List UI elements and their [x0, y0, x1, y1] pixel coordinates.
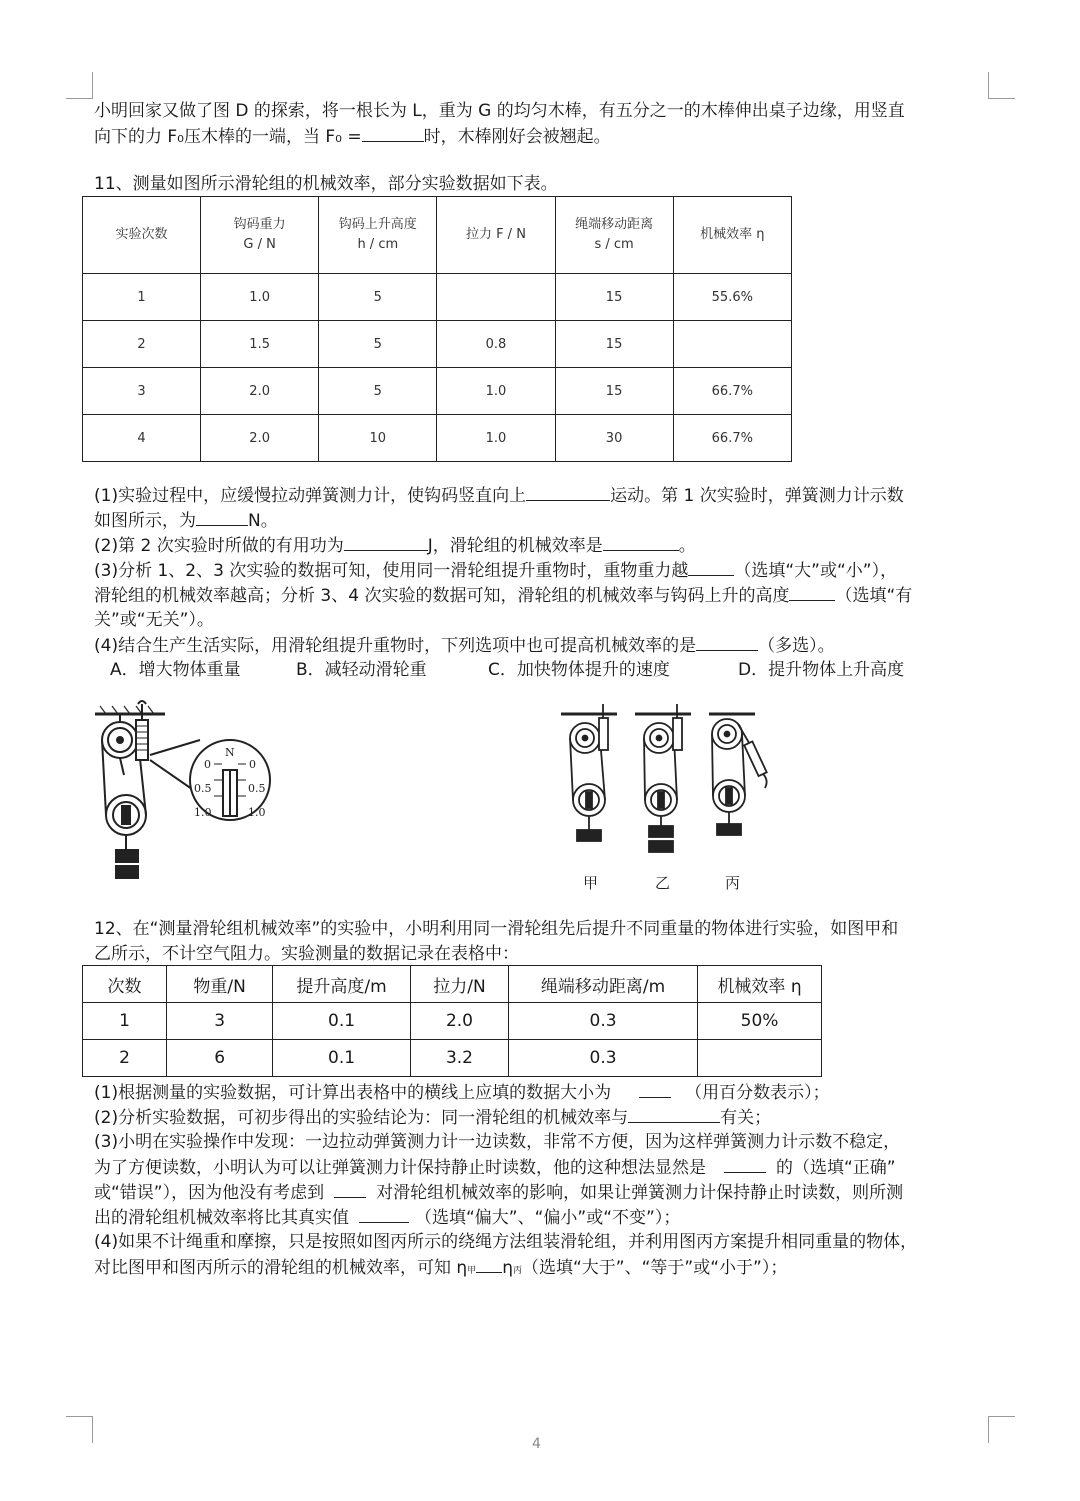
- crop-mark-top-right: [988, 72, 1015, 99]
- q11-cell: [437, 274, 555, 321]
- q11-header-cell: 机械效率 η: [673, 197, 791, 274]
- q11-cell: 15: [555, 321, 673, 368]
- q11-option-d: D．提升物体上升高度: [738, 660, 905, 680]
- q11-option-b: B．减轻动滑轮重: [296, 660, 427, 680]
- q11-title: 11、测量如图所示滑轮组的机械效率，部分实验数据如下表。: [94, 174, 558, 194]
- q12-header-cell: 提升高度/m: [273, 966, 411, 1003]
- gauge-label-right-0.5: 0.5: [248, 782, 266, 795]
- q12-header-cell: 物重/N: [167, 966, 273, 1003]
- gauge-label-left-1.0: 1.0: [194, 806, 212, 819]
- q12-cell: 0.3: [509, 1040, 698, 1077]
- figure-label-jia: 甲: [583, 874, 599, 892]
- q11-header-cell: 绳端移动距离 s / cm: [555, 197, 673, 274]
- q12-part-3-end: 出的滑轮组机械效率将比其真实值 （选填“偏大”、“偏小”或“不变”）；: [94, 1208, 681, 1228]
- gauge-label-right-0: 0: [249, 758, 256, 771]
- answer-blank[interactable]: [362, 125, 424, 142]
- q12-header-cell: 次数: [83, 966, 167, 1003]
- table-row: [83, 321, 792, 368]
- q11-part-3-cont: 滑轮组的机械效率越高；分析 3、4 次实验的数据可知，滑轮组的机械效率与钩码上升的高度 （选填“有: [94, 586, 913, 606]
- q12-header-cell: 机械效率 η: [698, 966, 822, 1003]
- gauge-label-right-1.0: 1.0: [248, 806, 266, 819]
- q11-cell: 5: [319, 368, 437, 415]
- crop-mark-bottom-left: [66, 1416, 93, 1443]
- q12-title-line-1: 12、在“测量滑轮组机械效率”的实验中，小明利用同一滑轮组先后提升不同重量的物体进行实验，如图甲和: [94, 919, 899, 939]
- q12-cell: [698, 1040, 822, 1077]
- q12-cell: 1: [83, 1003, 167, 1040]
- q11-header-cell: 钩码上升高度 h / cm: [319, 197, 437, 274]
- q11-pulley-figure: [90, 700, 290, 890]
- q12-part-4-cont: 对比图甲和图丙所示的滑轮组的机械效率，可知 η甲 η丙（选填“大于”、“等于”或“小于”）；: [94, 1258, 788, 1278]
- answer-blank[interactable]: [688, 559, 734, 576]
- q11-part-3-end: 关”或“无关”）。: [94, 610, 214, 630]
- q12-part-4: (4)如果不计绳重和摩擦，只是按照如图丙所示的绕绳方法组装滑轮组，并利用图丙方案提升相同重量的物体，: [94, 1232, 918, 1252]
- intro-line-1: 小明回家又做了图 D 的探索，将一根长为 L，重为 G 的均匀木棒，有五分之一的木棒伸出桌子边缘，用竖直: [94, 101, 905, 121]
- gauge-label-left-0.5: 0.5: [194, 782, 212, 795]
- q11-cell: 66.7%: [673, 368, 791, 415]
- q11-cell: 30: [555, 415, 673, 462]
- q12-part-3-cont: 为了方便读数，小明认为可以让弹簧测力计保持静止时读数，他的这种想法显然是 的（选填“正确”: [94, 1158, 896, 1178]
- q12-title-line-2: 乙所示，不计空气阻力。实验测量的数据记录在表格中：: [94, 944, 519, 964]
- answer-blank[interactable]: [639, 1081, 671, 1098]
- q12-data-table: [82, 965, 822, 1077]
- q12-pulley-figure: [555, 700, 785, 865]
- table-row: [83, 415, 792, 462]
- answer-blank[interactable]: [696, 634, 758, 651]
- q11-option-c: C．加快物体提升的速度: [488, 660, 670, 680]
- q11-cell: 1.0: [437, 368, 555, 415]
- answer-blank[interactable]: [476, 1256, 502, 1273]
- q12-cell: 0.1: [273, 1003, 411, 1040]
- q11-part-4: (4)结合生产生活实际，用滑轮组提升重物时，下列选项中也可提高机械效率的是 （多选）。: [94, 636, 835, 656]
- table-row: [83, 274, 792, 321]
- q11-data-table: [82, 196, 792, 462]
- q12-part-1: (1)根据测量的实验数据，可计算出表格中的横线上应填的数据大小为 （用百分数表示）；: [94, 1083, 830, 1103]
- q11-cell: 15: [555, 368, 673, 415]
- q11-cell: 10: [319, 415, 437, 462]
- answer-blank[interactable]: [628, 1106, 720, 1123]
- q11-header-cell: 钩码重力 G / N: [201, 197, 319, 274]
- answer-blank[interactable]: [724, 1156, 766, 1173]
- answer-blank[interactable]: [359, 1206, 409, 1223]
- q11-cell: 2: [83, 321, 201, 368]
- q11-cell: 2.0: [201, 368, 319, 415]
- q11-cell: [673, 321, 791, 368]
- q11-cell: 15: [555, 274, 673, 321]
- q11-cell: 4: [83, 415, 201, 462]
- q11-part-1-cont: 如图所示，为 N。: [94, 511, 278, 531]
- q12-cell: 2: [83, 1040, 167, 1077]
- page-number: 4: [532, 1436, 541, 1452]
- q11-cell: 3: [83, 368, 201, 415]
- q11-header-cell: 实验次数: [83, 197, 201, 274]
- crop-mark-top-left: [66, 72, 93, 99]
- intro-line-2: 向下的力 F₀压木棒的一端，当 F₀ = 时，木棒刚好会被翘起。: [94, 127, 611, 147]
- q12-cell: 0.3: [509, 1003, 698, 1040]
- answer-blank[interactable]: [196, 509, 248, 526]
- table-row: [83, 1003, 822, 1040]
- q12-part-3-cont2: 或“错误”），因为他没有考虑到 对滑轮组机械效率的影响，如果让弹簧测力计保持静止时读数，则所测: [94, 1183, 904, 1203]
- q11-part-2: (2)第 2 次实验时所做的有用功为 J，滑轮组的机械效率是 。: [94, 536, 696, 556]
- q12-cell: 2.0: [410, 1003, 508, 1040]
- answer-blank[interactable]: [344, 534, 428, 551]
- answer-blank[interactable]: [526, 484, 610, 501]
- crop-mark-bottom-right: [988, 1416, 1015, 1443]
- table-row: [83, 368, 792, 415]
- q11-cell: 1.0: [201, 274, 319, 321]
- q11-cell: 66.7%: [673, 415, 791, 462]
- q11-cell: 1.5: [201, 321, 319, 368]
- q11-option-a: A．增大物体重量: [110, 660, 241, 680]
- q11-header-cell: 拉力 F / N: [437, 197, 555, 274]
- answer-blank[interactable]: [334, 1181, 366, 1198]
- q12-cell: 3: [167, 1003, 273, 1040]
- q12-header-cell: 绳端移动距离/m: [509, 966, 698, 1003]
- q11-cell: 1: [83, 274, 201, 321]
- q12-part-2: (2)分析实验数据，可初步得出的实验结论为：同一滑轮组的机械效率与 有关；: [94, 1108, 772, 1128]
- q12-cell: 50%: [698, 1003, 822, 1040]
- q11-cell: 0.8: [437, 321, 555, 368]
- q11-cell: 2.0: [201, 415, 319, 462]
- q11-cell: 5: [319, 321, 437, 368]
- q11-cell: 55.6%: [673, 274, 791, 321]
- answer-blank[interactable]: [789, 584, 835, 601]
- gauge-label-left-0: 0: [204, 758, 211, 771]
- q11-part-1: (1)实验过程中，应缓慢拉动弹簧测力计，使钩码竖直向上 运动。第 1 次实验时，弹簧测力计示数: [94, 486, 904, 506]
- figure-label-yi: 乙: [655, 874, 671, 892]
- figure-label-bing: 丙: [725, 874, 741, 892]
- q12-cell: 3.2: [410, 1040, 508, 1077]
- q11-cell: 1.0: [437, 415, 555, 462]
- q12-cell: 6: [167, 1040, 273, 1077]
- q12-cell: 0.1: [273, 1040, 411, 1077]
- q12-header-cell: 拉力/N: [410, 966, 508, 1003]
- q12-part-3: (3)小明在实验操作中发现：一边拉动弹簧测力计一边读数，非常不方便，因为这样弹簧测力计示数不稳定，: [94, 1132, 901, 1152]
- q11-part-3: (3)分析 1、2、3 次实验的数据可知，使用同一滑轮组提升重物时，重物重力越 （选填“大”或“小”），: [94, 561, 898, 581]
- answer-blank[interactable]: [603, 534, 679, 551]
- table-row: [83, 1040, 822, 1077]
- q11-cell: 5: [319, 274, 437, 321]
- gauge-label-unit: N: [225, 746, 235, 759]
